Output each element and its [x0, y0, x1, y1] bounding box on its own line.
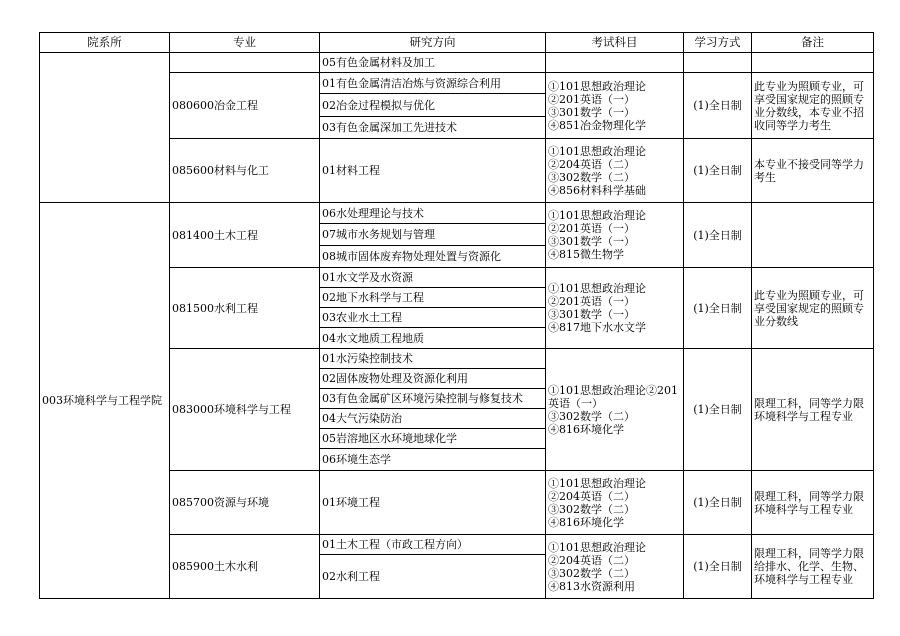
major-cell: 080600冶金工程	[170, 73, 320, 139]
direction-cell: 02冶金过程模拟与优化	[320, 94, 546, 117]
note-line: 此专业为照顾专业，可	[754, 79, 864, 93]
direction-cell: 02水利工程	[320, 555, 546, 599]
study-mode-cell	[684, 53, 752, 73]
note-line: 享受国家规定的照顾专	[754, 301, 864, 315]
note-line: 限理工科，同等学力限	[754, 489, 864, 503]
subject-line: ②201英语（一）	[548, 222, 635, 235]
direction-cell: 06环境生态学	[320, 449, 546, 471]
direction-cell: 01土木工程（市政工程方向）	[320, 535, 546, 555]
subject-line: ④817地下水水文学	[548, 321, 646, 334]
subject-line: ①101思想政治理论	[548, 282, 646, 295]
subject-line: 英语（一）	[548, 396, 603, 410]
subjects-cell	[546, 53, 684, 73]
note-line: 考生	[754, 170, 776, 184]
header-subjects: 考试科目	[546, 33, 684, 53]
direction-cell: 03农业水土工程	[320, 308, 546, 328]
note-line: 环境科学与工程专业	[754, 409, 853, 423]
header-note: 备注	[752, 33, 874, 53]
subject-line: ④813水资源利用	[548, 579, 635, 593]
major-cell: 085900土木水利	[170, 535, 320, 599]
subjects-cell	[546, 349, 684, 471]
direction-cell: 01水污染控制技术	[320, 349, 546, 369]
major-cell: 083000环境科学与工程	[170, 349, 320, 471]
major-cell: 085700资源与环境	[170, 471, 320, 535]
header-row	[40, 33, 874, 53]
note-cell	[752, 535, 874, 599]
note-line: 环境科学与工程专业	[754, 502, 853, 516]
note-line: 业分数线	[754, 314, 798, 328]
note-cell	[752, 53, 874, 73]
subject-line: ③301数学（一）	[548, 235, 635, 248]
subject-line: ①101思想政治理论	[548, 476, 646, 490]
direction-cell: 04水文地质工程地质	[320, 328, 546, 349]
direction-cell: 01环境工程	[320, 471, 546, 535]
major-cell: 085600材料与化工	[170, 139, 320, 203]
major-cell: 081400土木工程	[170, 203, 320, 268]
subject-line: ③302数学（二）	[548, 170, 635, 184]
note-cell	[752, 73, 874, 139]
direction-cell: 01水文学及水资源	[320, 268, 546, 288]
study-mode-cell: (1)全日制	[684, 471, 752, 535]
subject-line: ①101思想政治理论②201	[548, 383, 678, 397]
header-direction: 研究方向	[320, 33, 546, 53]
subject-line: ②201英语（一）	[548, 295, 635, 308]
direction-cell: 02固体废物处理及资源化利用	[320, 369, 546, 389]
note-line: 本专业不接受同等学力	[754, 157, 864, 171]
header-study-mode: 学习方式	[684, 33, 752, 53]
admissions-table	[39, 32, 874, 599]
note-cell	[752, 203, 874, 268]
note-line: 收同等学力考生	[754, 118, 831, 132]
note-cell	[752, 349, 874, 471]
note-line: 给排水、化学、生物、	[754, 560, 864, 573]
subject-line: ①101思想政治理论	[548, 540, 646, 554]
header-department: 院系所	[40, 33, 170, 53]
subjects-cell	[546, 139, 684, 203]
subjects-cell	[546, 73, 684, 139]
subject-line: ②204英语（二）	[548, 553, 635, 567]
direction-cell: 03有色金属矿区环境污染控制与修复技术	[320, 389, 546, 409]
table-row	[40, 203, 874, 224]
note-line: 限理工科，同等学力限	[754, 547, 864, 560]
subject-line: ①101思想政治理论	[548, 79, 646, 93]
direction-cell: 06水处理理论与技术	[320, 203, 546, 224]
note-line: 享受国家规定的照顾专	[754, 92, 864, 106]
subject-line: ②204英语（二）	[548, 489, 635, 503]
table-row	[40, 53, 874, 73]
direction-cell: 03有色金属深加工先进技术	[320, 117, 546, 139]
subjects-cell	[546, 471, 684, 535]
subject-line: ④816环境化学	[548, 515, 624, 529]
department-cell	[40, 53, 170, 203]
direction-cell: 07城市水务规划与管理	[320, 224, 546, 246]
subjects-cell	[546, 535, 684, 599]
subject-line: ③302数学（二）	[548, 502, 635, 516]
direction-cell: 05有色金属材料及加工	[320, 53, 546, 73]
study-mode-cell: (1)全日制	[684, 268, 752, 349]
direction-cell: 04大气污染防治	[320, 409, 546, 429]
note-line: 业分数线，本专业不招	[754, 105, 864, 119]
subject-line: ④815微生物学	[548, 248, 624, 261]
study-mode-cell: (1)全日制	[684, 535, 752, 599]
major-cell: 081500水利工程	[170, 268, 320, 349]
subject-line: ④816环境化学	[548, 422, 624, 436]
note-cell	[752, 139, 874, 203]
subject-line: ③302数学（二）	[548, 566, 635, 580]
department-cell: 003环境科学与工程学院	[40, 203, 170, 599]
subjects-cell	[546, 203, 684, 268]
subject-line: ②204英语（二）	[548, 157, 635, 171]
study-mode-cell: (1)全日制	[684, 139, 752, 203]
subject-line: ①101思想政治理论	[548, 209, 646, 222]
note-line: 限理工科，同等学力限	[754, 396, 864, 410]
direction-cell: 05岩溶地区水环境地球化学	[320, 429, 546, 449]
subject-line: ②201英语（一）	[548, 92, 635, 106]
direction-cell: 01有色金属清洁冶炼与资源综合利用	[320, 73, 546, 94]
note-cell	[752, 268, 874, 349]
subject-line: ④851冶金物理化学	[548, 118, 646, 132]
note-line: 此专业为照顾专业，可	[754, 288, 864, 302]
study-mode-cell: (1)全日制	[684, 73, 752, 139]
direction-cell: 02地下水科学与工程	[320, 288, 546, 308]
direction-cell: 08城市固体废弃物处理处置与资源化	[320, 246, 546, 268]
subjects-cell	[546, 268, 684, 349]
subject-line: ③302数学（二）	[548, 409, 635, 423]
major-cell	[170, 53, 320, 73]
note-line: 环境科学与工程专业	[754, 573, 853, 586]
note-cell	[752, 471, 874, 535]
subject-line: ③301数学（一）	[548, 105, 635, 119]
study-mode-cell: (1)全日制	[684, 349, 752, 471]
subject-line: ③301数学（一）	[548, 308, 635, 321]
direction-cell: 01材料工程	[320, 139, 546, 203]
subject-line: ④856材料科学基础	[548, 183, 646, 197]
header-major: 专业	[170, 33, 320, 53]
subject-line: ①101思想政治理论	[548, 144, 646, 158]
study-mode-cell: (1)全日制	[684, 203, 752, 268]
